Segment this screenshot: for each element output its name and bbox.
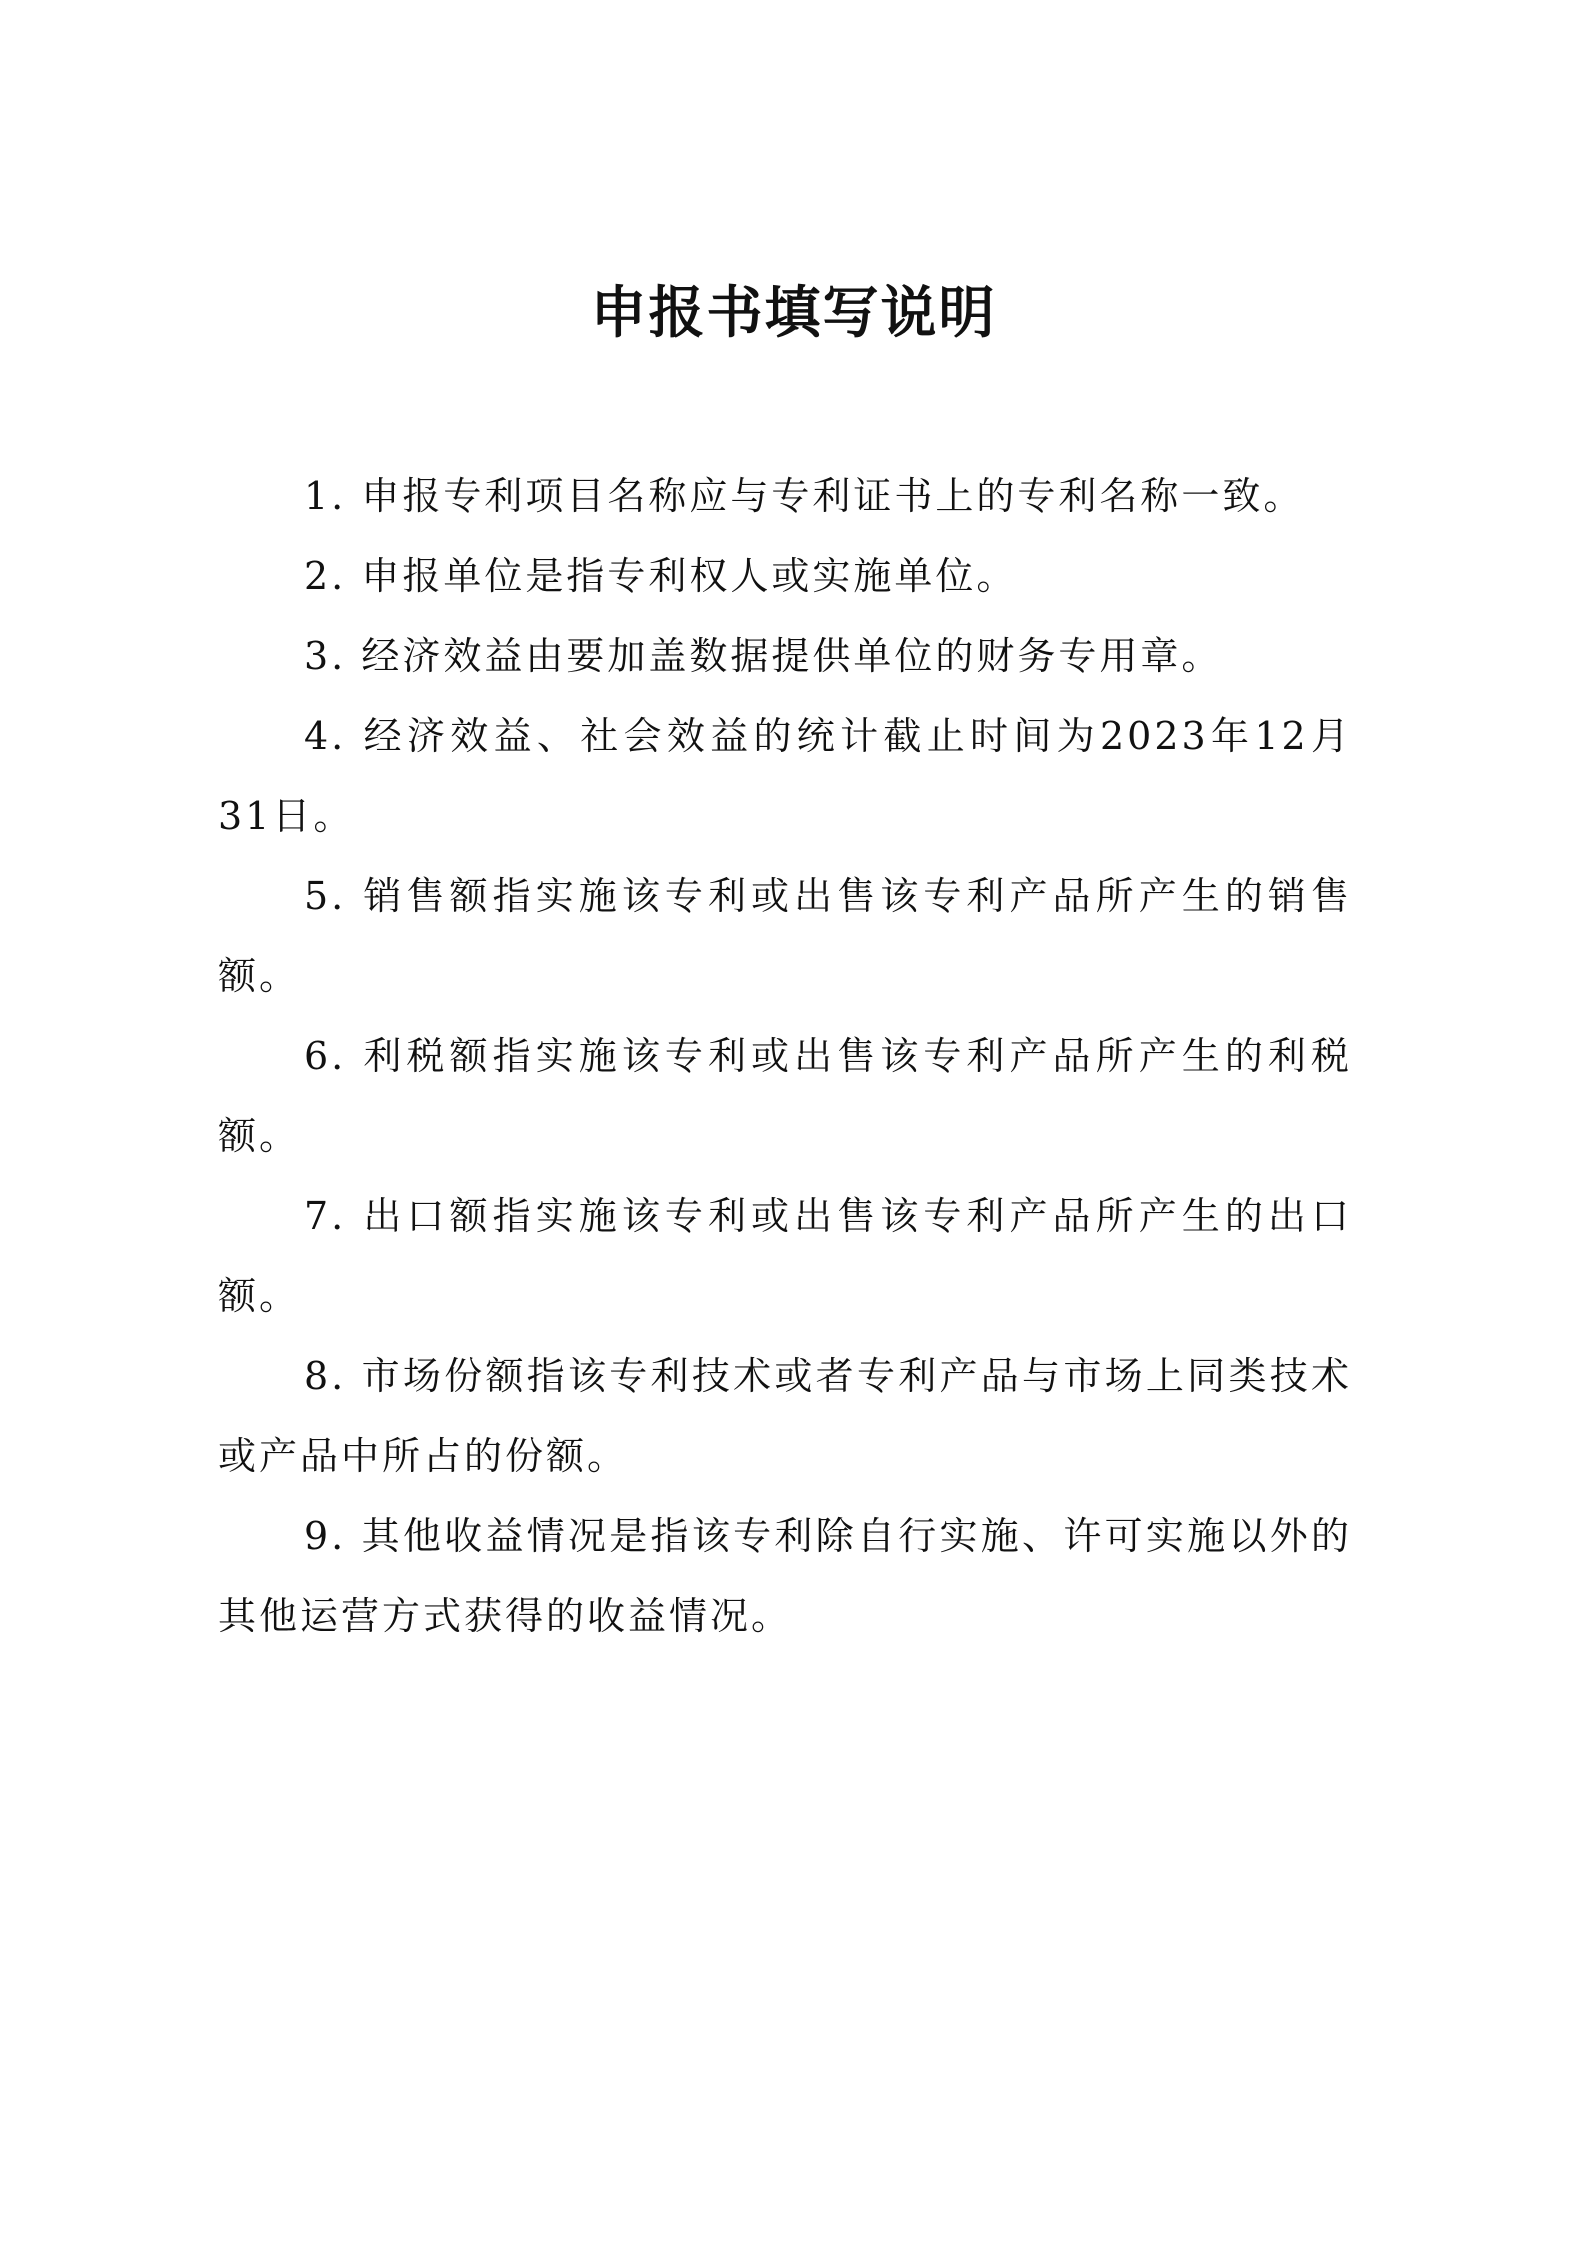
instruction-item-4: 4. 经济效益、社会效益的统计截止时间为2023年12月31日。 — [218, 714, 1352, 838]
instruction-item-3: 3. 经济效益由要加盖数据提供单位的财务专用章。 — [304, 634, 1223, 678]
instruction-item-5: 5. 销售额指实施该专利或出售该专利产品所产生的销售额。 — [218, 874, 1352, 998]
instruction-list — [218, 456, 1352, 1656]
instruction-item-1: 1. 申报专利项目名称应与专利证书上的专利名称一致。 — [304, 474, 1305, 518]
instruction-item-2: 2. 申报单位是指专利权人或实施单位。 — [304, 554, 1018, 598]
page-title: 申报书填写说明 — [590, 280, 997, 346]
instruction-item-7: 7. 出口额指实施该专利或出售该专利产品所产生的出口额。 — [218, 1194, 1352, 1318]
instruction-item-8: 8. 市场份额指该专利技术或者专利产品与市场上同类技术或产品中所占的份额。 — [218, 1354, 1352, 1478]
instruction-item-6: 6. 利税额指实施该专利或出售该专利产品所产生的利税额。 — [218, 1034, 1352, 1158]
instruction-item-9: 9. 其他收益情况是指该专利除自行实施、许可实施以外的其他运营方式获得的收益情况。 — [218, 1514, 1352, 1638]
